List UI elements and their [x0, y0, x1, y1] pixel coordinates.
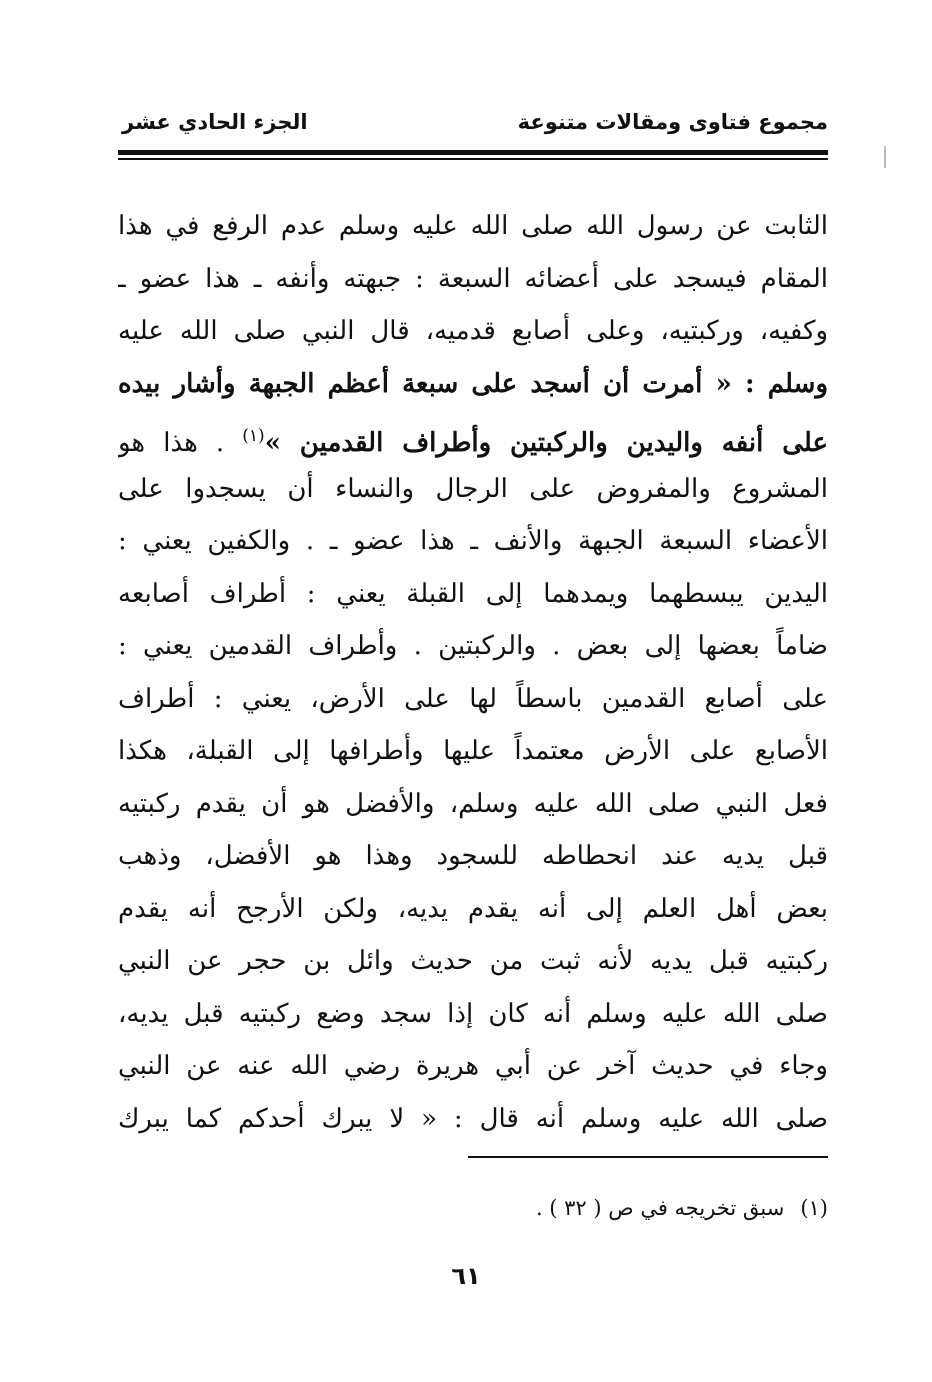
text-line-8: اليدين يبسطهما ويمدهما إلى القبلة يعني : أطراف أصابعه [118, 578, 828, 609]
footnote-separator [468, 1156, 828, 1158]
text-line-16: صلى الله عليه وسلم أنه كان إذا سجد وضع ركبتيه قبل يديه، [118, 998, 828, 1029]
text-line-18: صلى الله عليه وسلم أنه قال : « لا يبرك أحدكم كما يبرك [118, 1103, 828, 1134]
text-line-12: فعل النبي صلى الله عليه وسلم، والأفضل هو أن يقدم ركبتيه [118, 788, 828, 819]
text-line-3: وكفيه، وركبتيه، وعلى أصابع قدميه، قال النبي صلى الله عليه [118, 316, 828, 346]
header-rule-thick [118, 150, 828, 155]
text-line-9: ضاماً بعضها إلى بعض . والركبتين . وأطراف القدمين يعني : [118, 631, 828, 661]
footnote-number: (١) [800, 1196, 828, 1220]
text-line-6: المشروع والمفروض على الرجال والنساء أن يسجدوا على [118, 473, 828, 504]
body-text [118, 200, 828, 1145]
text-line-7: الأعضاء السبعة الجبهة والأنف ـ هذا عضو ـ . والكفين يعني : [118, 526, 828, 556]
volume-label: الجزء الحادي عشر [122, 110, 308, 134]
text-line-11: الأصابع على الأرض معتمداً عليها وأطرافها إلى القبلة، هكذا [118, 736, 828, 766]
line-5-continuation: . هذا هو [118, 428, 225, 458]
footnote-text: سبق تخريجه في ص ( ٣٢ ) . [535, 1196, 785, 1220]
header-rule-thin [118, 158, 828, 160]
text-line-4: وسلم : « أمرت أن أسجد على سبعة أعظم الجبهة وأشار بيده [118, 368, 828, 399]
text-line-10: على أصابع القدمين باسطاً لها على الأرض، يعني : أطراف [118, 683, 828, 714]
footnote-reference: (١) [242, 426, 265, 446]
text-line-13: قبل يديه عند انحطاطه للسجود وهذا هو الأفضل، وذهب [118, 841, 828, 871]
text-line-14: بعض أهل العلم إلى أنه يقدم يديه، ولكن الأرجح أنه يقدم [118, 893, 828, 924]
running-header [118, 110, 828, 146]
scan-edge-mark [884, 146, 886, 168]
text-line-1: الثابت عن رسول الله صلى الله عليه وسلم عدم الرفع في هذا [118, 211, 828, 241]
text-line-17: وجاء في حديث آخر عن أبي هريرة رضي الله عنه عن النبي [118, 1051, 828, 1081]
text-line-5 [118, 410, 828, 463]
footnote [536, 1196, 828, 1220]
hadith-quote-end: على أنفه واليدين والركبتين وأطراف القدمين » [264, 428, 828, 458]
page-number: ٦١ [451, 1262, 481, 1290]
text-line-15: ركبتيه قبل يديه لأنه ثبت من حديث وائل بن حجر عن النبي [118, 946, 828, 976]
book-title: مجموع فتاوى ومقالات متنوعة [517, 110, 828, 134]
text-line-2: المقام فيسجد على أعضائه السبعة : جبهته وأنفه ـ هذا عضو ـ [118, 263, 828, 294]
